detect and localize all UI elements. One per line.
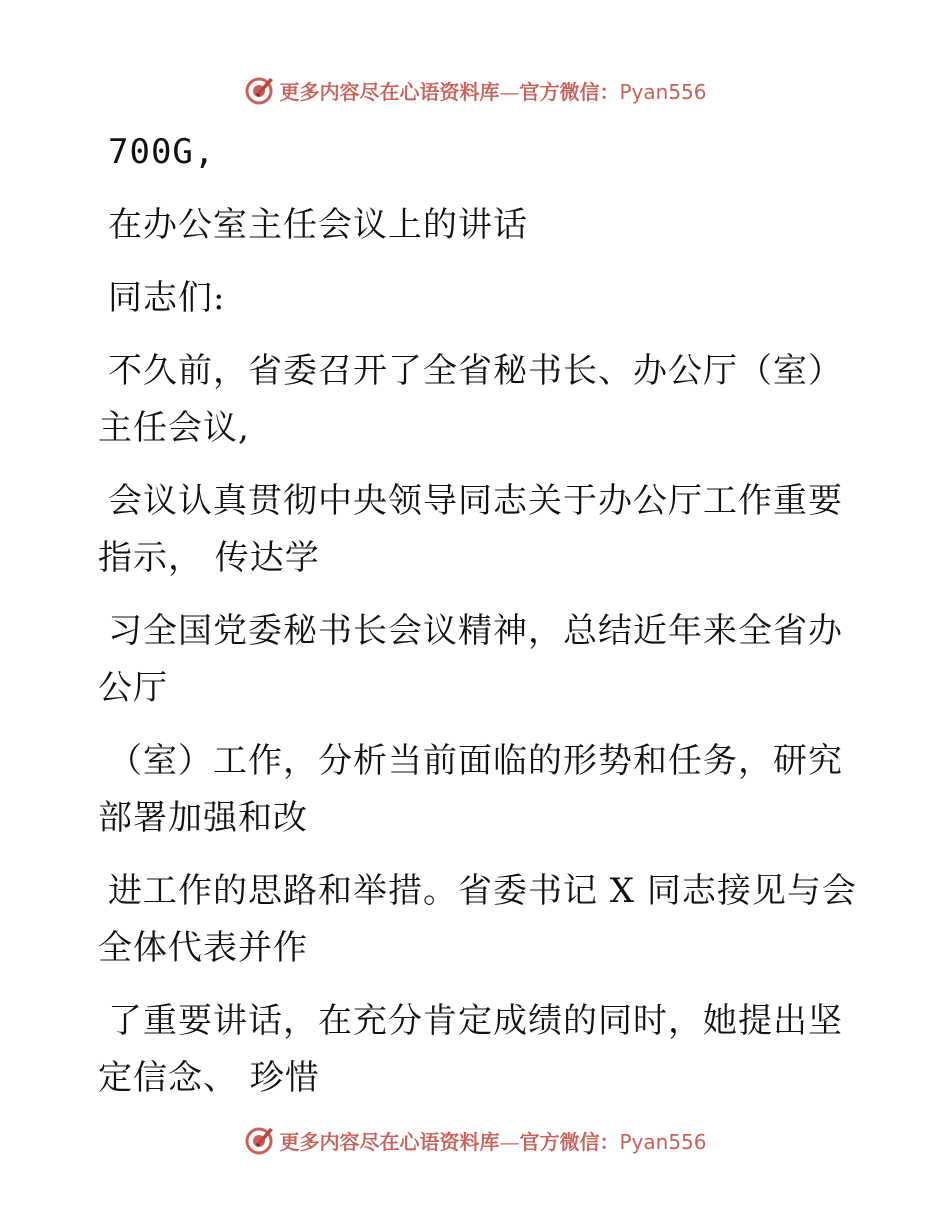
pen-logo-icon: [243, 74, 275, 106]
footer-wechat-handle: Pyan556: [619, 1129, 707, 1154]
footer-separator: —: [499, 1129, 520, 1154]
header-banner: [0, 70, 950, 110]
paragraph: 习全国党委秘书长会议精神，总结近年来全省办公厅: [98, 611, 843, 708]
header-watermark-text: [279, 76, 706, 105]
header-wechat-handle: Pyan556: [619, 79, 707, 104]
footer-watermark-text: [279, 1126, 706, 1155]
footer-wechat-label: 官方微信：: [519, 1129, 620, 1154]
header-site-text: 更多内容尽在心语资料库: [279, 79, 500, 104]
pen-logo-icon: [243, 1124, 275, 1156]
paragraph: 会议认真贯彻中央领导同志关于办公厅工作重要指示， 传达学: [98, 481, 843, 578]
paragraph: 不久前，省委召开了全省秘书长、办公厅（室）主任会议,: [98, 351, 843, 448]
footer-banner: [0, 1120, 950, 1160]
speech-title: 在办公室主任会议上的讲话: [108, 205, 528, 245]
document-body: [98, 124, 858, 1123]
paragraph: （室）工作，分析当前面临的形势和任务，研究部署加强和改: [98, 741, 843, 838]
header-wechat-label: 官方微信：: [519, 79, 620, 104]
paragraph: 了重要讲话，在充分肯定成绩的同时，她提出坚定信念、 珍惜: [98, 1001, 843, 1098]
header-separator: —: [499, 79, 520, 104]
paragraph: 700G,: [108, 132, 216, 172]
salutation: 同志们:: [108, 278, 226, 318]
paragraph: 进工作的思路和举措。省委书记 X 同志接见与会全体代表并作: [98, 871, 857, 968]
footer-site-text: 更多内容尽在心语资料库: [279, 1129, 500, 1154]
